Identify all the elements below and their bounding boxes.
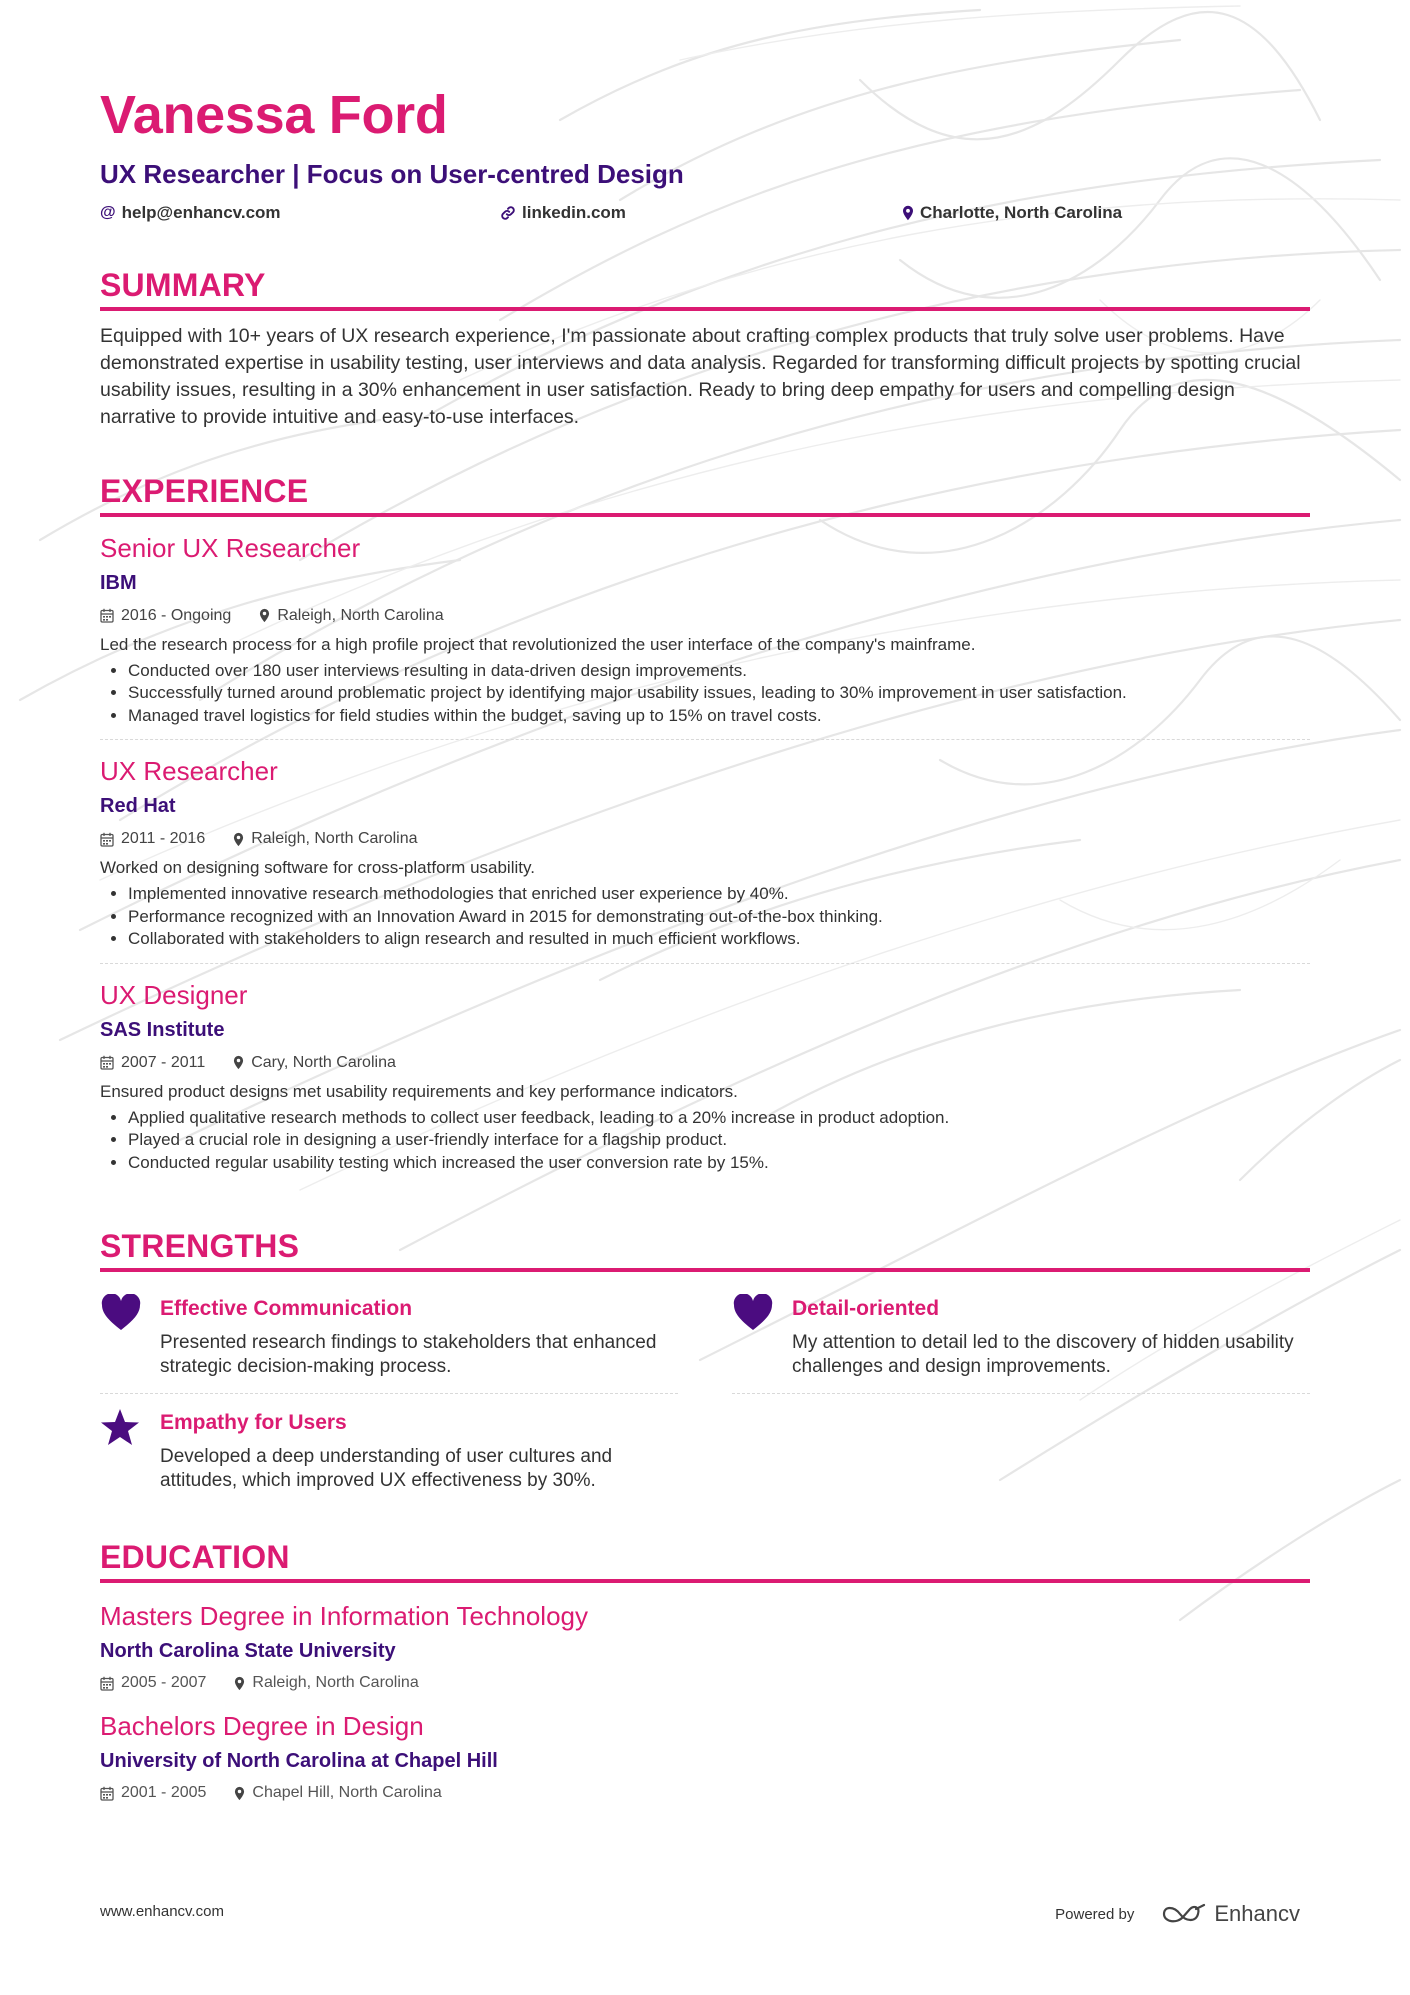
job-dates: 2016 - Ongoing <box>121 606 232 624</box>
education-location: Chapel Hill, North Carolina <box>252 1784 442 1802</box>
job-bullet: • Managed travel logistics for field studies within the budget, saving up to 15% on travel costs. <box>128 705 1310 728</box>
contact-location <box>902 203 1122 223</box>
education-meta <box>100 1673 1310 1693</box>
job-meta <box>100 606 1310 626</box>
location-pin-icon <box>902 205 914 221</box>
email-text: help@enhancv.com <box>121 202 281 222</box>
experience-section <box>100 472 1310 1187</box>
job-description: Led the research process for a high profile project that revolutionized the user interface of the company's mainframe. <box>100 634 976 654</box>
brand-name: Enhancv <box>1214 1901 1300 1926</box>
contact-link[interactable] <box>500 203 902 223</box>
job-bullet: • Collaborated with stakeholders to align research and resulted in much efficient workflows. <box>128 928 1310 951</box>
job-bullet: • Applied qualitative research methods to collect user feedback, leading to a 20% increase in product adoption. <box>128 1107 1310 1130</box>
star-icon <box>100 1408 140 1446</box>
strength-item <box>732 1280 1310 1394</box>
location-pin-icon <box>233 832 244 847</box>
calendar-icon <box>100 832 114 847</box>
strength-title: Empathy for Users <box>160 1411 347 1435</box>
experience-entry <box>100 758 1310 964</box>
education-section <box>100 1541 1310 1803</box>
job-bullet: • Performance recognized with an Innovation Award in 2015 for demonstrating out-of-the-box thinking. <box>128 906 1310 929</box>
job-bullet: • Conducted regular usability testing which increased the user conversion rate by 15%. <box>128 1152 1310 1175</box>
company-name: SAS Institute <box>100 1018 225 1041</box>
strength-title: Detail-oriented <box>792 1297 940 1321</box>
job-bullet: • Implemented innovative research methodologies that enriched user experience by 40%. <box>128 883 1310 906</box>
strength-item <box>100 1280 678 1394</box>
degree-title: Masters Degree in Information Technology <box>100 1601 588 1632</box>
job-bullets <box>100 1107 1310 1175</box>
resume-header <box>100 85 1310 225</box>
job-meta <box>100 1053 1310 1073</box>
education-location: Raleigh, North Carolina <box>252 1674 419 1692</box>
location-pin-icon <box>234 1676 245 1691</box>
strength-description: Presented research findings to stakeholders that enhanced strategic decision-making process. <box>160 1332 657 1378</box>
link-icon <box>500 205 516 221</box>
experience-entry <box>100 532 1310 741</box>
job-location: Cary, North Carolina <box>251 1053 396 1071</box>
job-title: UX Researcher <box>100 756 278 787</box>
job-description: Worked on designing software for cross-platform usability. <box>100 858 535 878</box>
education-dates: 2005 - 2007 <box>121 1674 207 1692</box>
job-bullets <box>100 660 1310 728</box>
strength-title: Effective Communication <box>160 1297 413 1321</box>
link-text: linkedin.com <box>522 202 626 222</box>
strengths-heading: STRENGTHS <box>100 1230 1310 1272</box>
powered-by-label: Powered by <box>1055 1905 1135 1923</box>
page-footer <box>100 1901 1310 1925</box>
location-pin-icon <box>234 1786 245 1801</box>
summary-text: Equipped with 10+ years of UX research experience, I'm passionate about crafting complex products that truly solve user problems. Have demonstrated expertise in usability testing, user interviews and data analysis. Regarded for transforming difficult projects by spotting crucial usability issues, resulting in a 30% enhancement in user satisfaction. Ready to bring deep empathy for users and compelling design narrative to provide intuitive and easy-to-use interfaces. <box>100 324 1301 428</box>
job-location: Raleigh, North Carolina <box>251 830 418 848</box>
job-meta <box>100 829 1310 849</box>
strength-item <box>100 1394 678 1507</box>
school-name: North Carolina State University <box>100 1640 396 1663</box>
job-dates: 2007 - 2011 <box>121 1053 206 1071</box>
contact-row <box>100 201 1310 225</box>
at-icon: @ <box>100 203 116 221</box>
summary-heading: SUMMARY <box>100 269 1310 311</box>
degree-title: Bachelors Degree in Design <box>100 1711 424 1742</box>
education-entry <box>100 1713 1310 1803</box>
job-title: UX Designer <box>100 979 248 1010</box>
experience-entry <box>100 979 1310 1187</box>
education-dates: 2001 - 2005 <box>121 1784 207 1802</box>
heart-icon <box>732 1294 774 1332</box>
education-entry <box>100 1603 1310 1693</box>
candidate-name: Vanessa Ford <box>100 85 448 145</box>
strength-description: Developed a deep understanding of user cultures and attitudes, which improved UX effectiveness by 30%. <box>160 1446 613 1492</box>
job-bullets <box>100 883 1310 951</box>
job-bullet: • Conducted over 180 user interviews resulting in data-driven design improvements. <box>128 660 1310 683</box>
job-location: Raleigh, North Carolina <box>277 606 444 624</box>
brand-logo[interactable] <box>1160 1901 1300 1927</box>
calendar-icon <box>100 1676 114 1691</box>
location-pin-icon <box>233 1055 244 1070</box>
powered-by <box>1055 1901 1300 1927</box>
heart-icon <box>100 1294 142 1332</box>
calendar-icon <box>100 1055 114 1070</box>
job-title: Senior UX Researcher <box>100 532 361 563</box>
job-description: Ensured product designs met usability requirements and key performance indicators. <box>100 1081 738 1101</box>
job-bullet: • Played a crucial role in designing a user-friendly interface for a flagship product. <box>128 1129 1310 1152</box>
company-name: IBM <box>100 571 137 594</box>
job-bullet: • Successfully turned around problematic project by identifying major usability issues, leading to 30% improvement in user satisfaction. <box>128 682 1310 705</box>
strengths-grid <box>100 1280 1310 1507</box>
calendar-icon <box>100 608 114 623</box>
company-name: Red Hat <box>100 795 176 818</box>
location-pin-icon <box>259 608 270 623</box>
experience-heading: EXPERIENCE <box>100 475 1310 517</box>
strength-description: My attention to detail led to the discovery of hidden usability challenges and design improvements. <box>792 1332 1294 1378</box>
contact-email[interactable] <box>100 203 500 223</box>
education-meta <box>100 1783 1310 1803</box>
summary-section <box>100 266 1310 431</box>
candidate-headline: UX Researcher | Focus on User-centred Design <box>100 159 684 189</box>
location-text: Charlotte, North Carolina <box>920 202 1123 222</box>
resume-page <box>100 78 1310 1803</box>
job-dates: 2011 - 2016 <box>121 830 206 848</box>
calendar-icon <box>100 1786 114 1801</box>
enhancv-logo-icon <box>1160 1903 1206 1925</box>
school-name: University of North Carolina at Chapel Hill <box>100 1750 498 1773</box>
education-heading: EDUCATION <box>100 1541 1310 1583</box>
strengths-section <box>100 1230 1310 1507</box>
footer-site-link[interactable]: www.enhancv.com <box>100 1903 224 1920</box>
